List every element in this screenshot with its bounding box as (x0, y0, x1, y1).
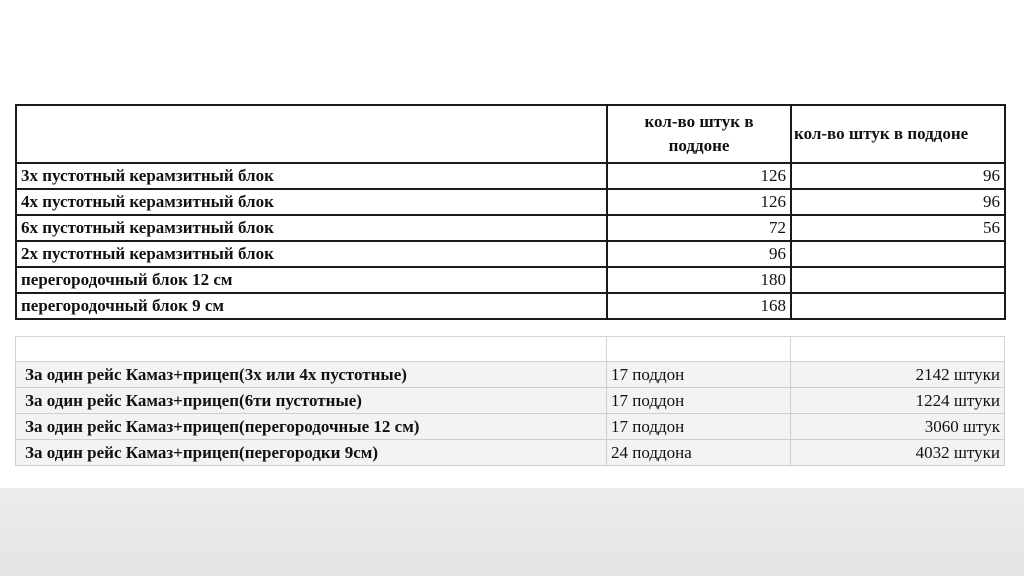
spacer-cell (791, 337, 1005, 362)
trip-description: За один рейс Камаз+прицеп(3х или 4х пустотные) (16, 362, 607, 388)
table-row (16, 388, 1005, 414)
table-row (16, 163, 1005, 189)
block-name: перегородочный блок 9 см (16, 293, 607, 319)
block-count-b: 56 (791, 215, 1005, 241)
trip-description: За один рейс Камаз+прицеп(перегородочные 12 см) (16, 414, 607, 440)
trip-total: 2142 штуки (791, 362, 1005, 388)
block-name: 3х пустотный керамзитный блок (16, 163, 607, 189)
block-name: 4х пустотный керамзитный блок (16, 189, 607, 215)
spacer-row (15, 336, 1005, 362)
block-count-b (791, 241, 1005, 267)
block-count-a: 126 (607, 163, 791, 189)
trip-pallets: 17 поддон (607, 414, 791, 440)
block-count-a: 126 (607, 189, 791, 215)
block-count-a: 168 (607, 293, 791, 319)
table-row (16, 267, 1005, 293)
header-pallet-count-1: кол-во штук в поддоне (607, 105, 791, 163)
header-pallet-count-2: кол-во штук в поддоне (791, 105, 1005, 163)
spacer-cell (16, 337, 607, 362)
table-row (16, 215, 1005, 241)
block-count-a: 96 (607, 241, 791, 267)
table-row (16, 414, 1005, 440)
trip-pallets: 17 поддон (607, 388, 791, 414)
trip-total: 3060 штук (791, 414, 1005, 440)
spacer-cell (607, 337, 791, 362)
bottom-band (0, 488, 1024, 576)
trip-total: 4032 штуки (791, 440, 1005, 466)
block-count-b: 96 (791, 163, 1005, 189)
truck-trip-table (15, 361, 1005, 466)
trip-pallets: 24 поддона (607, 440, 791, 466)
table-row (16, 293, 1005, 319)
pallet-quantity-table (15, 104, 1006, 320)
trip-pallets: 17 поддон (607, 362, 791, 388)
block-name: перегородочный блок 12 см (16, 267, 607, 293)
block-name: 2х пустотный керамзитный блок (16, 241, 607, 267)
table-row (16, 189, 1005, 215)
block-count-a: 72 (607, 215, 791, 241)
trip-description: За один рейс Камаз+прицеп(перегородки 9см) (16, 440, 607, 466)
trip-description: За один рейс Камаз+прицеп(6ти пустотные) (16, 388, 607, 414)
block-name: 6х пустотный керамзитный блок (16, 215, 607, 241)
trip-total: 1224 штуки (791, 388, 1005, 414)
block-count-b (791, 267, 1005, 293)
table-row (16, 362, 1005, 388)
header-empty-cell (16, 105, 607, 163)
block-count-b: 96 (791, 189, 1005, 215)
table-header-row (16, 105, 1005, 163)
block-count-a: 180 (607, 267, 791, 293)
block-count-b (791, 293, 1005, 319)
table-row (16, 241, 1005, 267)
table-row (16, 440, 1005, 466)
